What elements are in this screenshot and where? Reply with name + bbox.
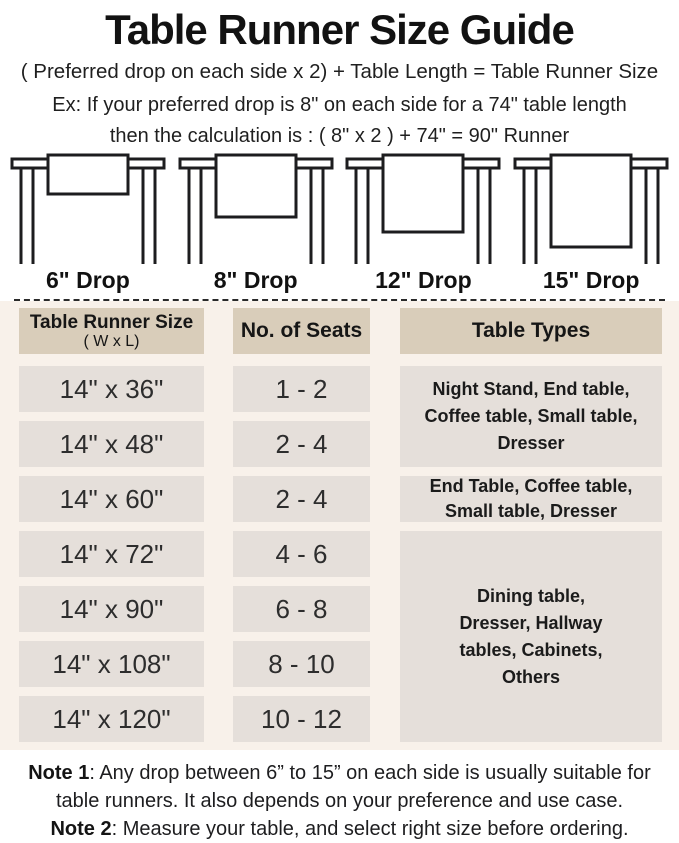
table-runner-15-drop-illustration (511, 154, 671, 264)
seats-cell: 8 - 10 (233, 641, 370, 687)
drop-label-6: 6" Drop (46, 267, 130, 293)
seats-cell: 2 - 4 (233, 476, 370, 522)
note-2-label: Note 2 (50, 818, 112, 840)
header-cell-runner-size (19, 308, 204, 354)
table-runner-8-drop-illustration (176, 154, 336, 264)
column-seats (233, 308, 370, 742)
seats-cell: 2 - 4 (233, 421, 370, 467)
table-types-cell-medium-tables: End Table, Coffee table, Small table, Dresser (400, 476, 662, 522)
drop-label-12: 12" Drop (375, 267, 472, 293)
header-runner-size-line1: Table Runner Size (29, 311, 194, 333)
size-cell: 14" x 48" (19, 421, 204, 467)
seats-cell: 1 - 2 (233, 366, 370, 412)
size-cell: 14" x 108" (19, 641, 204, 687)
table-figure-6-drop (4, 154, 172, 264)
drop-illustrations (0, 154, 679, 264)
size-cell: 14" x 72" (19, 531, 204, 577)
seats-cell: 4 - 6 (233, 531, 370, 577)
size-cell: 14" x 60" (19, 476, 204, 522)
drop-labels-row (0, 265, 679, 295)
note-2-text: : Measure your table, and select right size before ordering. (111, 818, 629, 840)
header-cell-seats: No. of Seats (233, 308, 370, 354)
note-1 (6, 759, 673, 815)
table-figure-15-drop (507, 154, 675, 264)
seats-cell: 10 - 12 (233, 696, 370, 742)
table-types-cell-small-tables: Night Stand, End table, Coffee table, Small table, Dresser (400, 366, 662, 467)
table-figure-12-drop (340, 154, 508, 264)
drop-label-8: 8" Drop (213, 267, 298, 293)
note-1-label: Note 1 (28, 762, 90, 784)
drop-label-15: 15" Drop (542, 267, 640, 293)
table-runner-6-drop-illustration (8, 154, 168, 264)
note-2 (6, 815, 673, 843)
header-runner-size-line2: ( W x L) (83, 332, 140, 350)
table-types-cell-dining-tables: Dining table, Dresser, Hallway tables, Cabinets, Others (400, 531, 662, 742)
formula-line: ( Preferred drop on each side x 2) + Table Length = Table Runner Size (20, 60, 659, 83)
table-figure-8-drop (172, 154, 340, 264)
page-title: Table Runner Size Guide (105, 6, 574, 53)
size-cell: 14" x 90" (19, 586, 204, 632)
calculation-line: then the calculation is : ( 8" x 2 ) + 74" = 90" Runner (109, 125, 570, 147)
column-runner-size (19, 308, 204, 742)
seats-cell: 6 - 8 (233, 586, 370, 632)
size-cell: 14" x 120" (19, 696, 204, 742)
example-line: Ex: If your preferred drop is 8" on each side for a 74" table length (52, 94, 627, 116)
size-table (0, 301, 679, 750)
header-cell-table-types: Table Types (400, 308, 662, 354)
column-table-types (400, 308, 662, 742)
table-runner-12-drop-illustration (343, 154, 503, 264)
size-cell: 14" x 36" (19, 366, 204, 412)
notes-section (0, 750, 679, 843)
note-1-text: : Any drop between 6” to 15” on each side is usually suitable for table runners. It also depends on your preference and use case. (55, 762, 651, 812)
